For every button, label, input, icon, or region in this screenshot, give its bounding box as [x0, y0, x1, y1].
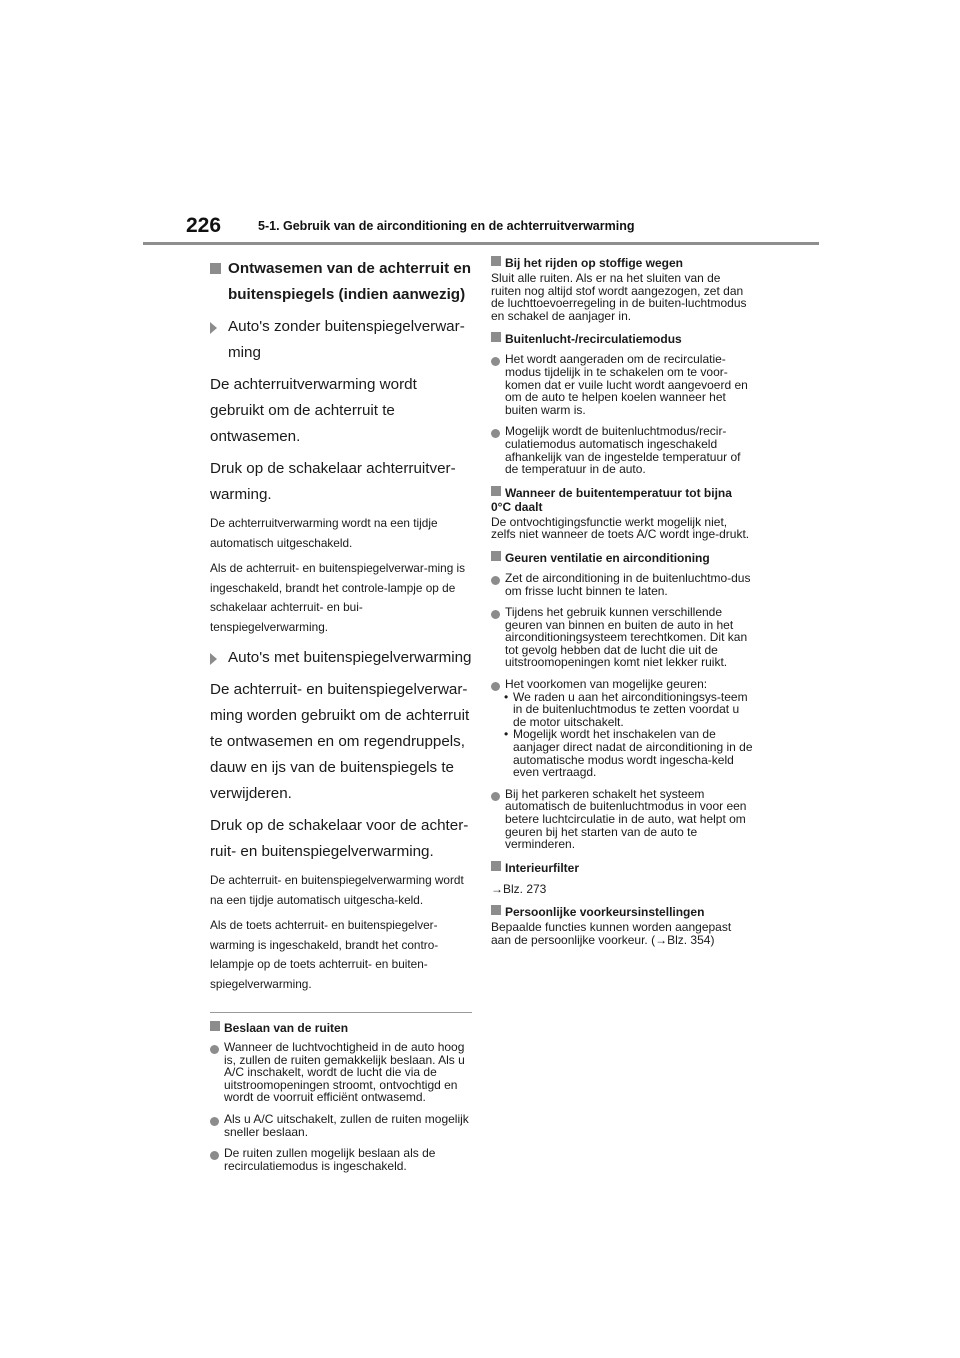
- square-bullet-icon: [491, 905, 501, 915]
- subsection-heading: Auto's zonder buitenspiegelverwar-ming: [210, 314, 472, 366]
- list-item: Het wordt aangeraden om de recirculatie-modus tijdelijk in te schakelen om te voor-komen dat er vuile lucht wordt aangevoerd en om de auto te helpen koelen wanneer het buiten warm is.: [491, 353, 753, 416]
- note: De achterruitverwarming wordt na een tijdje automatisch uitgeschakeld.: [210, 516, 438, 550]
- paragraph: De achterruitverwarming wordt gebruikt om de achterruit te ontwasemen.: [210, 376, 417, 445]
- list-item: Wanneer de luchtvochtigheid in de auto hoog is, zullen de ruiten gemakkelijk beslaan. Als u A/C inschakelt, wordt de lucht die via de uitstroomopeningen stroomt, ontvochtigd en wordt de voorruit efficiënt ontwasemd.: [210, 1041, 472, 1104]
- info-heading: Geuren ventilatie en airconditioning: [491, 551, 753, 565]
- square-bullet-icon: [491, 486, 501, 496]
- circle-bullet-icon: [491, 429, 500, 438]
- triangle-bullet-icon: [210, 322, 217, 334]
- paragraph: De ontvochtigingsfunctie werkt mogelijk niet, zelfs niet wanneer de toets A/C wordt inge-drukt.: [491, 514, 750, 542]
- list-item: Tijdens het gebruik kunnen verschillende geuren van binnen en buiten de auto in het airconditioningsysteem terechtkomen. Dit kan tot gevolg hebben dat de lucht die uit de uitstroomopeningen komt niet lekker ruikt.: [491, 606, 753, 669]
- note: Als de toets achterruit- en buitenspiegelver-warming is ingeschakeld, brandt het contro-lelampje op de toets achterruit- en buiten-spiegelverwarming.: [210, 918, 439, 991]
- info-heading: Interieurfilter: [491, 861, 753, 875]
- divider: [210, 1012, 472, 1013]
- paragraph: De achterruit- en buitenspiegelverwar-ming worden gebruikt om de achterruit te ontwasemen en om regendruppels, dauw en ijs van de buitenspiegels te verwijderen.: [210, 681, 470, 802]
- page-reference-link[interactable]: →Blz. 273: [491, 881, 547, 896]
- list-item: Zet de airconditioning in de buitenluchtmo-dus om frisse lucht binnen te laten.: [491, 572, 753, 597]
- info-heading: Bij het rijden op stoffige wegen: [491, 256, 753, 270]
- info-heading: Beslaan van de ruiten: [210, 1021, 472, 1035]
- triangle-bullet-icon: [210, 653, 217, 665]
- paragraph: Bepaalde functies kunnen worden aangepast aan de persoonlijke voorkeur. (→Blz. 354): [491, 920, 732, 947]
- circle-bullet-icon: [491, 792, 500, 801]
- page-number: 226: [186, 214, 222, 237]
- square-bullet-icon: [491, 256, 501, 266]
- sub-list-item: • We raden u aan het airconditioningsys-teem in de buitenluchtmodus te zetten voordat u de motor uitschakelt.: [504, 689, 748, 729]
- chapter-title: 5-1. Gebruik van de airconditioning en de achterruitverwarming: [258, 219, 635, 233]
- header-rule: [143, 242, 819, 245]
- paragraph: Druk op de schakelaar achterruitver-warming.: [210, 460, 456, 503]
- circle-bullet-icon: [491, 576, 500, 585]
- square-bullet-icon: [491, 332, 501, 342]
- right-column: [491, 256, 753, 947]
- list-item: Mogelijk wordt de buitenluchtmodus/recir-culatiemodus automatisch ingeschakeld afhankelijk van de ingestelde temperatuur of de temperatuur in de auto.: [491, 425, 753, 475]
- circle-bullet-icon: [210, 1045, 219, 1054]
- square-bullet-icon: [491, 861, 501, 871]
- paragraph: Druk op de schakelaar voor de achter-ruit- en buitenspiegelverwarming.: [210, 817, 469, 860]
- circle-bullet-icon: [491, 357, 500, 366]
- sub-list-item: • Mogelijk wordt het inschakelen van de aanjager direct nadat de airconditioning in de automatische modus wordt ingescha-keld even vertraagd.: [504, 727, 753, 780]
- square-bullet-icon: [491, 551, 501, 561]
- list-item: Als u A/C uitschakelt, zullen de ruiten mogelijk sneller beslaan.: [210, 1113, 472, 1138]
- circle-bullet-icon: [491, 610, 500, 619]
- circle-bullet-icon: [210, 1117, 219, 1126]
- left-column: [210, 256, 472, 1172]
- circle-bullet-icon: [210, 1151, 219, 1160]
- paragraph: Sluit alle ruiten. Als er na het sluiten van de ruiten nog altijd stof wordt aangezogen, zet dan de luchttoevoerregeling in de buiten-luchtmodus en schakel de aanjager in.: [491, 271, 747, 323]
- list-item: Bij het parkeren schakelt het systeem automatisch de buitenluchtmodus in voor een betere luchtcirculatie in de auto, wat helpt om geuren bij het starten van de auto te verminderen.: [491, 788, 753, 851]
- section-heading: Ontwasemen van de achterruit en buitenspiegels (indien aanwezig): [210, 256, 472, 308]
- list-item: De ruiten zullen mogelijk beslaan als de recirculatiemodus is ingeschakeld.: [210, 1147, 472, 1172]
- info-heading: Wanneer de buitentemperatuur tot bijna 0°C daalt: [491, 485, 732, 514]
- square-bullet-icon: [210, 263, 221, 274]
- list-item: Het voorkomen van mogelijke geuren:: [491, 678, 753, 691]
- subsection-heading: Auto's met buitenspiegelverwarming: [210, 645, 472, 671]
- info-heading: Buitenlucht-/recirculatiemodus: [491, 332, 753, 346]
- square-bullet-icon: [210, 1021, 220, 1031]
- note: De achterruit- en buitenspiegelverwarming wordt na een tijdje automatisch uitgescha-keld.: [210, 873, 464, 907]
- info-heading: Persoonlijke voorkeursinstellingen: [491, 905, 753, 919]
- note: Als de achterruit- en buitenspiegelverwar-ming is ingeschakeld, brandt het controle-lampje op de schakelaar achterruit- en bui-tenspiegelverwarming.: [210, 561, 466, 634]
